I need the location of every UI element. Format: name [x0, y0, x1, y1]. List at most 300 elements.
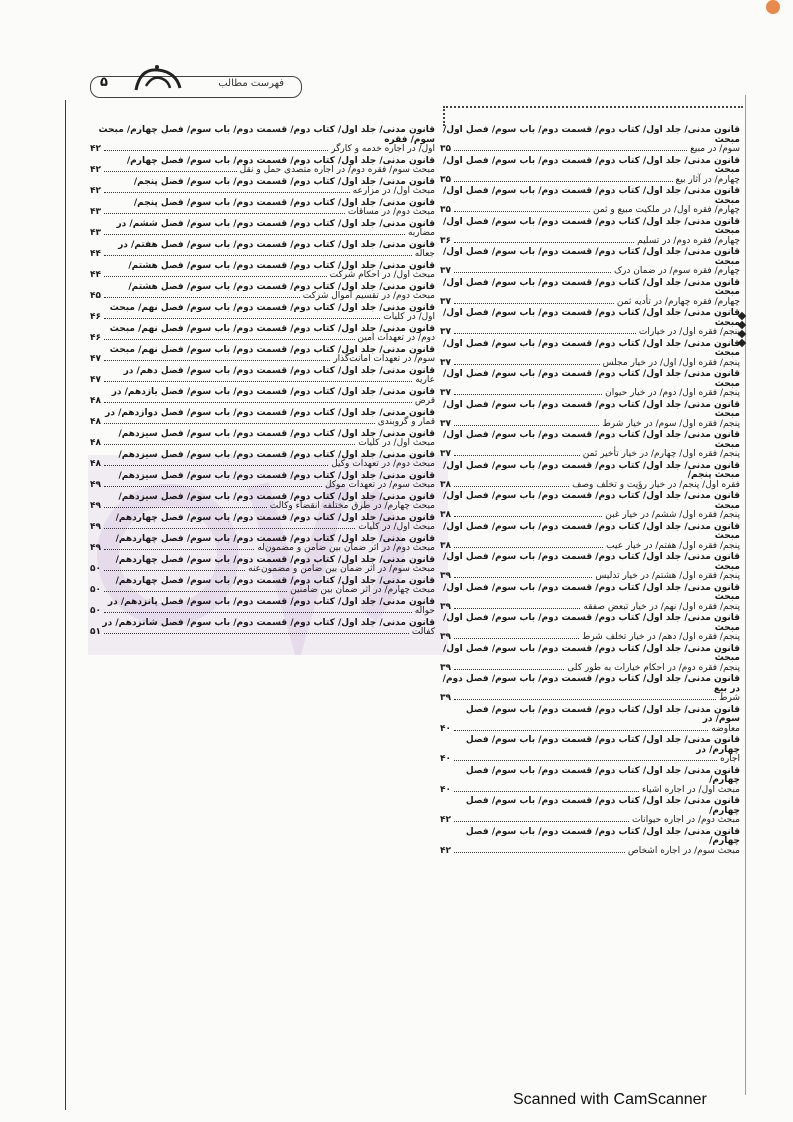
toc-entry-path: قانون مدنی/ جلد اول/ کتاب دوم/ قسمت دوم/ باب سوم/ فصل سیزدهم/ [118, 428, 435, 439]
toc-entry-path: قانون مدنی/ جلد اول/ کتاب دوم/ قسمت دوم/ باب سوم/ فصل اول/ مبحث [442, 491, 740, 511]
toc-entry-path: قانون مدنی/ جلد اول/ کتاب دوم/ قسمت دوم/ باب سوم/ فصل اول/ مبحث [442, 186, 740, 206]
toc-entry-path: قانون مدنی/ جلد اول/ کتاب دوم/ قسمت دوم/ باب سوم/ فصل اول/ مبحث [442, 521, 740, 541]
toc-entry-path: قانون مدنی/ جلد اول/ کتاب دوم/ قسمت دوم/ باب سوم/ فصل اول/ مبحث [442, 369, 740, 389]
toc-entry-path: قانون مدنی/ جلد اول/ کتاب دوم/ قسمت دوم/ باب سوم/ فصل پنجم/ [133, 197, 435, 208]
dot-leader [454, 242, 634, 243]
toc-entry-line [440, 847, 740, 857]
toc-entry-topic: پنجم/ فقره اول/ چهارم/ در خیار تأخیر ثمن [582, 449, 740, 459]
toc-entry-topic: شرط [719, 693, 740, 703]
toc-entry-topic: پنجم/ فقره اول/ در خیارات [638, 327, 740, 337]
toc-entry-path: قانون مدنی/ جلد اول/ کتاب دوم/ قسمت دوم/ باب سوم/ فصل چهاردهم/ [115, 554, 435, 565]
toc-entry [440, 248, 740, 277]
dot-leader [454, 821, 629, 822]
toc-entry-line [90, 565, 435, 575]
toc-entry [90, 126, 435, 155]
toc-entry [90, 388, 435, 407]
toc-entry-path: قانون مدنی/ جلد اول/ کتاب دوم/ قسمت دوم/ باب سوم/ فصل چهارم/ [465, 826, 740, 846]
toc-entry-path: قانون مدنی/ جلد اول/ کتاب دوم/ قسمت دوم/ باب سوم/ فصل اول/ مبحث [442, 308, 740, 328]
toc-entry [440, 767, 740, 796]
toc-entry-path: قانون مدنی/ جلد اول/ کتاب دوم/ قسمت دوم/ باب سوم/ فصل اول/ مبحث [442, 277, 740, 297]
toc-entry [90, 283, 435, 302]
toc-entry [440, 797, 740, 826]
toc-entry [440, 279, 740, 308]
toc-entry-page: ۳۷ [440, 388, 451, 398]
toc-entry-page: ۵۰ [90, 564, 101, 574]
toc-entry-page: ۴۴ [90, 270, 101, 280]
toc-entry [90, 535, 435, 554]
toc-entry-line [440, 420, 740, 430]
toc-entry-page: ۳۷ [440, 327, 451, 337]
toc-entry-path: قانون مدنی/ جلد اول/ کتاب دوم/ قسمت دوم/ باب سوم/ فصل چهاردهم/ [115, 533, 435, 544]
dot-leader [454, 394, 602, 395]
dot-leader [104, 255, 412, 256]
toc-entry-line [90, 313, 435, 323]
toc-entry-page: ۴۳ [90, 228, 101, 238]
toc-entry-path: قانون مدنی/ جلد اول/ کتاب دوم/ قسمت دوم/ باب سوم/ فصل هشتم/ [128, 281, 435, 292]
toc-entry-line [440, 694, 740, 704]
toc-entry-topic: چهارم/ فقره اول/ در ملکیت مبیع و ثمن [592, 205, 740, 215]
toc-entry [90, 304, 435, 323]
toc-entry [440, 828, 740, 857]
toc-entry [440, 126, 740, 155]
toc-entry-line [90, 145, 435, 155]
toc-entry-page: ۵۰ [90, 585, 101, 595]
toc-entry-topic: سوم/ در مبیع [690, 144, 740, 154]
dot-leader [454, 211, 590, 212]
dot-leader [454, 272, 611, 273]
dot-leader [104, 507, 267, 508]
toc-entry [440, 340, 740, 369]
dot-leader [454, 333, 636, 334]
toc-entry-topic: قرض [414, 396, 435, 406]
dot-leader [104, 402, 412, 403]
page-number: ۵ [100, 75, 108, 90]
header-title: فهرست مطالب [218, 78, 284, 89]
dot-leader [104, 423, 375, 424]
toc-entry-topic: چهارم/ فقره چهارم/ در تأدیه ثمن [616, 296, 740, 307]
toc-entry [90, 472, 435, 491]
toc-entry-path: قانون مدنی/ جلد اول/ کتاب دوم/ قسمت دوم/ باب سوم/ فصل چهارم/ در [465, 735, 740, 755]
toc-entry-path: قانون مدنی/ جلد اول/ کتاب دوم/ قسمت دوم/ باب سوم/ فصل چهارم/ [465, 765, 740, 785]
toc-entry-line [440, 328, 740, 338]
dot-leader [104, 339, 355, 340]
toc-entry-line [90, 334, 435, 344]
dot-leader [454, 608, 580, 609]
toc-entry-line [440, 572, 740, 582]
dot-leader [454, 150, 687, 151]
toc-entry-line [440, 481, 740, 491]
dot-leader [104, 444, 355, 445]
toc-entry-line [440, 633, 740, 643]
toc-entry-topic: پنجم/ فقره اول/ اول/ در خیار مجلس [602, 357, 740, 368]
toc-entry-path: قانون مدنی/ جلد اول/ کتاب دوم/ قسمت دوم/ باب سوم/ فصل اول/ مبحث [442, 582, 740, 602]
toc-entry-line [440, 603, 740, 613]
dot-leader [104, 612, 412, 613]
toc-entry-page: ۴۰ [440, 784, 451, 795]
toc-entry-topic: پنجم/ فقره اول/ هشتم/ در خیار تدلیس [595, 571, 740, 581]
toc-entry-topic: پنجم/ فقره دوم/ در احکام خیارات به طور کلی [567, 662, 740, 673]
toc-entry-topic: حواله [414, 606, 435, 616]
toc-entry-path: قانون مدنی/ جلد اول/ کتاب دوم/ قسمت دوم/ باب سوم/ فصل شانزدهم/ در [102, 617, 435, 628]
toc-entry-page: ۳۶ [440, 235, 451, 246]
toc-entry-path: قانون مدنی/ جلد اول/ کتاب دوم/ قسمت دوم/ باب سوم/ فصل نهم/ مبحث [109, 302, 435, 313]
toc-entry [90, 598, 435, 617]
dot-leader [454, 577, 592, 578]
toc-entry-page: ۳۷ [440, 296, 451, 307]
toc-entry-line [440, 786, 740, 796]
toc-entry-line [90, 418, 435, 428]
scanner-watermark-text: Scanned with CamScanner [513, 1091, 707, 1108]
toc-entry [440, 645, 740, 674]
dot-leader [454, 852, 625, 853]
dot-leader [454, 303, 614, 304]
toc-entry [90, 346, 435, 365]
toc-entry-path: قانون مدنی/ جلد اول/ کتاب دوم/ قسمت دوم/ باب سوم/ فصل دوازدهم/ در [105, 407, 435, 418]
toc-entry-path: قانون مدنی/ جلد اول/ کتاب دوم/ قسمت دوم/ باب سوم/ فصل سیزدهم/ [118, 491, 435, 502]
toc-entry-line [440, 145, 740, 155]
publisher-logo-icon [130, 62, 186, 96]
toc-entry-line [90, 250, 435, 260]
toc-entry-page: ۴۰ [440, 754, 451, 764]
dot-leader [454, 516, 602, 517]
toc-entry [90, 451, 435, 470]
toc-entry-page: ۴۲ [90, 186, 101, 196]
toc-entry-page: ۳۵ [440, 144, 451, 154]
top-dotted-border [443, 106, 743, 108]
dot-leader [454, 425, 599, 426]
toc-entry [440, 706, 740, 735]
toc-entry-line [90, 481, 435, 491]
toc-entry [440, 370, 740, 399]
dot-leader [454, 181, 673, 182]
toc-entry-topic: مبحث دوم/ در تعهدات وکیل [331, 459, 435, 469]
toc-entry-page: ۳۸ [440, 540, 451, 551]
toc-entry-topic: اجاره [720, 754, 740, 764]
toc-entry-topic: مبحث چهارم/ در طرق مختلفه انقضاء وکالت [269, 501, 435, 511]
toc-entry-path: قانون مدنی/ جلد اول/ کتاب دوم/ قسمت دوم/ باب سوم/ فصل اول/ مبحث [442, 125, 740, 145]
toc-entry-line [440, 267, 740, 277]
dot-leader [454, 760, 717, 761]
toc-entry-page: ۴۸ [90, 438, 101, 448]
toc-entry-line [90, 292, 435, 302]
toc-entry-topic: چهارم/ فقره سوم/ در ضمان درک [614, 266, 740, 276]
toc-entry-topic: پنجم/ فقره اول/ نهم/ در خیار تبعض صفقه [583, 601, 740, 612]
toc-entry-path: قانون مدنی/ جلد اول/ کتاب دوم/ قسمت دوم/ باب سوم/ فصل اول/ مبحث [442, 643, 740, 663]
toc-entry [440, 492, 740, 521]
toc-entry-page: ۴۴ [90, 249, 101, 259]
dot-leader [104, 465, 328, 466]
toc-entry-path: قانون مدنی/ جلد اول/ کتاب دوم/ قسمت دوم/ باب سوم/ فصل هشتم/ [128, 260, 435, 271]
toc-entry-line [440, 450, 740, 460]
toc-entry-path: قانون مدنی/ جلد اول/ کتاب دوم/ قسمت دوم/ باب سوم/ فصل چهارم/ مبحث سوم/ فقره [98, 125, 435, 145]
toc-entry-line [440, 511, 740, 521]
toc-entry-page: ۴۰ [440, 723, 451, 734]
toc-entry-topic: مضاربه [407, 228, 435, 238]
toc-entry [90, 178, 435, 197]
toc-entry-path: قانون مدنی/ جلد اول/ کتاب دوم/ قسمت دوم/ باب سوم/ فصل دهم/ در [123, 365, 435, 376]
toc-entry [90, 619, 435, 638]
toc-entry-path: قانون مدنی/ جلد اول/ کتاب دوم/ قسمت دوم/ باب سوم/ فصل ششم/ در [116, 218, 435, 229]
toc-entry-path: قانون مدنی/ جلد اول/ کتاب دوم/ قسمت دوم/ باب سوم/ فصل یازدهم/ در [111, 386, 435, 397]
toc-entry-topic: پنجم/ فقره اول/ سوم/ در خیار شرط [602, 418, 740, 429]
dot-leader [454, 486, 569, 487]
dot-leader [104, 213, 345, 214]
toc-entry-topic: مبحث سوم/ در تعهدات موکل [324, 480, 435, 490]
toc-entry [90, 430, 435, 449]
toc-entry-path: قانون مدنی/ جلد اول/ کتاب دوم/ قسمت دوم/ باب سوم/ فصل نهم/ مبحث [109, 323, 435, 334]
toc-entry [90, 493, 435, 512]
toc-entry-page: ۳۷ [440, 357, 451, 368]
toc-entry-path: قانون مدنی/ جلد اول/ کتاب دوم/ قسمت دوم/ باب سوم/ فصل اول/ مبحث پنجم/ [442, 460, 740, 480]
toc-entry-line [90, 166, 435, 176]
toc-entry-page: ۳۹ [440, 632, 451, 642]
toc-entry [90, 325, 435, 344]
toc-entry-path: قانون مدنی/ جلد اول/ کتاب دوم/ قسمت دوم/ باب سوم/ فصل چهارم/ [465, 796, 740, 816]
toc-entry-line [440, 206, 740, 216]
toc-entry-topic: مبحث دوم/ در تقسیم اموال شرکت [302, 291, 435, 301]
toc-entry-path: قانون مدنی/ جلد اول/ کتاب دوم/ قسمت دوم/ باب سوم/ فصل سیزدهم/ [118, 449, 435, 460]
toc-entry-line [90, 397, 435, 407]
toc-entry-path: قانون مدنی/ جلد اول/ کتاب دوم/ قسمت دوم/ باب سوم/ فصل اول/ مبحث [442, 338, 740, 358]
toc-entry-topic: جعاله [414, 249, 435, 259]
toc-entry-path: قانون مدنی/ جلد اول/ کتاب دوم/ قسمت دوم/ باب سوم/ فصل سوم/ در [465, 704, 740, 724]
toc-entry-topic: عاریه [415, 375, 435, 385]
dot-leader [104, 150, 328, 151]
toc-entry-path: قانون مدنی/ جلد اول/ کتاب دوم/ قسمت دوم/ باب سوم/ فصل اول/ مبحث [442, 399, 740, 419]
toc-entry-line [440, 725, 740, 735]
toc-entry-line [90, 523, 435, 533]
toc-entry-line [440, 176, 740, 186]
toc-entry-topic: سوم/ در تعهدات امانت‌گذار [333, 354, 435, 364]
toc-entry-page: ۴۲ [90, 165, 101, 175]
left-page-edge [65, 100, 66, 1110]
toc-entry [440, 401, 740, 430]
toc-entry-topic: پنجم/ فقره اول/ ششم/ در خیار غبن [605, 510, 740, 520]
toc-entry-page: ۴۹ [90, 480, 101, 490]
dot-leader [104, 318, 380, 319]
dot-leader [104, 297, 300, 298]
dot-leader [104, 570, 245, 571]
toc-entry-page: ۳۷ [440, 266, 451, 276]
toc-entry-page: ۴۶ [90, 333, 101, 343]
dot-leader [104, 633, 409, 634]
toc-column-right [440, 126, 740, 858]
toc-entry-page: ۴۹ [90, 522, 101, 532]
toc-entry-topic: پنجم/ فقره اول/ دوم/ در خیار حیوان [605, 388, 740, 398]
toc-entry-page: ۴۷ [90, 375, 101, 385]
toc-entry-topic: چهارم/ فقره دوم/ در تسلیم [637, 235, 740, 246]
toc-entry [440, 553, 740, 582]
toc-entry-line [440, 542, 740, 552]
toc-entry-page: ۴۶ [90, 312, 101, 322]
toc-entry-topic: مبحث اول/ در اجاره اشیاء [642, 784, 740, 795]
toc-entry-path: قانون مدنی/ جلد اول/ کتاب دوم/ قسمت دوم/ باب سوم/ فصل پنجم/ [133, 176, 435, 187]
toc-entry-topic: مبحث اول/ در کلیات [358, 438, 435, 448]
dot-leader [454, 669, 564, 670]
dot-leader [454, 730, 708, 731]
toc-entry-page: ۴۳ [90, 207, 101, 217]
dot-leader [454, 791, 639, 792]
toc-entry [440, 462, 740, 491]
toc-entry-path: قانون مدنی/ جلد اول/ کتاب دوم/ قسمت دوم/ باب سوم/ فصل اول/ مبحث [442, 155, 740, 175]
dot-leader [104, 276, 327, 277]
toc-entry [440, 614, 740, 643]
toc-entry-path: قانون مدنی/ جلد اول/ کتاب دوم/ قسمت دوم/ باب سوم/ فصل اول/ مبحث [442, 613, 740, 633]
toc-column-left [90, 126, 435, 640]
toc-entry-path: قانون مدنی/ جلد اول/ کتاب دوم/ قسمت دوم/ باب سوم/ فصل اول/ مبحث [442, 552, 740, 572]
toc-entry-page: ۳۹ [440, 601, 451, 612]
toc-entry-line [440, 664, 740, 674]
toc-entry [90, 367, 435, 386]
toc-entry-line [440, 816, 740, 826]
toc-entry-topic: پنجم/ فقره اول/ دهم/ در خیار تخلف شرط [582, 632, 740, 642]
toc-entry-topic: دوم/ در تعهدات امین [357, 333, 435, 343]
dot-leader [104, 528, 355, 529]
dot-leader [454, 364, 600, 365]
toc-entry-page: ۳۷ [440, 449, 451, 459]
toc-entry [90, 577, 435, 596]
toc-entry-topic: پنجم/ فقره اول/ هفتم/ در خیار عیب [606, 540, 740, 551]
toc-entry-path: قانون مدنی/ جلد اول/ کتاب دوم/ قسمت دوم/ باب سوم/ فصل هفتم/ در [118, 239, 435, 250]
toc-entry [90, 241, 435, 260]
toc-entry-page: ۳۵ [440, 205, 451, 215]
dot-leader [454, 638, 579, 639]
toc-entry-line [90, 544, 435, 554]
toc-entry-topic: معاوضه [711, 723, 740, 734]
toc-entry-line [90, 355, 435, 365]
toc-entry-path: قانون مدنی/ جلد اول/ کتاب دوم/ قسمت دوم/ باب سوم/ فصل اول/ مبحث [442, 216, 740, 236]
toc-entry-topic: چهارم/ در آثار بیع [675, 174, 740, 185]
toc-entry-topic: مبحث دوم/ در اجاره حیوانات [632, 815, 740, 825]
toc-entry-path: قانون مدنی/ جلد اول/ کتاب دوم/ قسمت دوم/ باب سوم/ فصل اول/ مبحث [442, 247, 740, 267]
toc-entry-path: قانون مدنی/ جلد اول/ کتاب دوم/ قسمت دوم/ باب سوم/ فصل پانزدهم/ در [107, 596, 435, 607]
dot-leader [104, 486, 322, 487]
toc-entry-page: ۴۸ [90, 396, 101, 406]
dot-leader [104, 549, 254, 550]
toc-entry-line [440, 359, 740, 369]
toc-entry [440, 218, 740, 247]
toc-entry-page: ۳۹ [440, 571, 451, 581]
toc-entry-line [90, 208, 435, 218]
toc-entry-topic: مبحث اول/ در کلیات [358, 522, 435, 532]
toc-entry-line [90, 460, 435, 470]
dot-leader [454, 547, 603, 548]
toc-entry [440, 157, 740, 186]
toc-entry-path: قانون مدنی/ جلد اول/ کتاب دوم/ قسمت دوم/ باب سوم/ فصل چهارم/ [126, 155, 435, 166]
toc-entry [440, 431, 740, 460]
toc-entry-topic: مبحث اول/ در مزارعه [352, 186, 435, 196]
toc-entry-line [90, 187, 435, 197]
toc-entry-line [90, 229, 435, 239]
corner-ink-mark [766, 0, 780, 14]
toc-entry-line [90, 439, 435, 449]
toc-entry [90, 409, 435, 428]
toc-entry-page: ۵۰ [90, 606, 101, 616]
toc-entry-topic: اول/ در اجاره خدمه و کارگر [331, 144, 435, 154]
toc-entry-line [440, 237, 740, 247]
toc-entry-page: ۴۸ [90, 417, 101, 427]
toc-entry-line [90, 607, 435, 617]
dot-leader [104, 171, 237, 172]
toc-entry-page: ۴۹ [90, 501, 101, 511]
toc-entry-page: ۳۹ [440, 693, 451, 703]
toc-entry-page: ۴۷ [90, 354, 101, 364]
toc-entry-page: ۴۲ [90, 144, 101, 154]
toc-entry [90, 262, 435, 281]
toc-entry [90, 556, 435, 575]
toc-entry-topic: مبحث اول/ در احکام شرکت [329, 270, 435, 280]
toc-entry-page: ۴۸ [90, 459, 101, 469]
toc-entry-page: ۵۱ [90, 627, 101, 637]
toc-entry-page: ۳۸ [440, 510, 451, 520]
toc-entry [440, 675, 740, 704]
toc-entry [440, 736, 740, 765]
toc-entry-page: ۳۷ [440, 418, 451, 429]
dot-leader [454, 455, 580, 456]
dot-leader [104, 192, 350, 193]
toc-entry-line [90, 628, 435, 638]
dot-leader [104, 234, 405, 235]
side-dotted-border [443, 106, 445, 126]
toc-entry-line [440, 755, 740, 765]
toc-entry-topic: کفالت [411, 627, 435, 637]
dot-leader [454, 699, 716, 700]
dot-leader [104, 360, 330, 361]
toc-entry-topic: اول/ در کلیات [383, 312, 435, 322]
toc-entry [440, 523, 740, 552]
toc-entry-line [90, 586, 435, 596]
toc-entry-line [90, 502, 435, 512]
toc-entry-path: قانون مدنی/ جلد اول/ کتاب دوم/ قسمت دوم/ باب سوم/ فصل اول/ مبحث [442, 430, 740, 450]
toc-entry-topic: مبحث دوم/ در اثر ضمان بین ضامن و مضمون‌له [257, 543, 435, 553]
toc-entry-page: ۴۹ [90, 543, 101, 553]
toc-entry-page: ۳۵ [440, 174, 451, 185]
toc-entry-line [440, 298, 740, 308]
toc-entry-topic: مبحث سوم/ در اجاره اشخاص [627, 845, 740, 856]
toc-entry-path: قانون مدنی/ جلد اول/ کتاب دوم/ قسمت دوم/ باب سوم/ فصل سیزدهم/ [118, 470, 435, 481]
toc-entry-path: قانون مدنی/ جلد اول/ کتاب دوم/ قسمت دوم/ باب سوم/ فصل دوم/ در بیع [442, 674, 740, 694]
toc-entry-topic: فقره اول/ پنجم/ در خیار رؤیت و تخلف وصف [572, 479, 740, 490]
right-page-edge [745, 95, 746, 1095]
toc-entry-topic: مبحث سوم/ در اثر ضمان بین ضامن و مضمون‌عنه [248, 564, 435, 574]
toc-entry [440, 187, 740, 216]
toc-entry-page: ۴۲ [440, 815, 451, 825]
toc-entry-topic: قمار و گروبندی [377, 417, 435, 427]
toc-entry [90, 220, 435, 239]
toc-entry-path: قانون مدنی/ جلد اول/ کتاب دوم/ قسمت دوم/ باب سوم/ فصل چهاردهم/ [115, 512, 435, 523]
toc-entry-page: ۴۲ [440, 845, 451, 856]
toc-entry-path: قانون مدنی/ جلد اول/ کتاب دوم/ قسمت دوم/ باب سوم/ فصل چهاردهم/ [115, 575, 435, 586]
toc-entry-page: ۳۹ [440, 662, 451, 673]
toc-entry-line [440, 389, 740, 399]
toc-entry-line [90, 271, 435, 281]
toc-entry-line [90, 376, 435, 386]
toc-entry [440, 309, 740, 338]
toc-entry-topic: مبحث دوم/ در مساقات [347, 207, 435, 217]
toc-entry-path: قانون مدنی/ جلد اول/ کتاب دوم/ قسمت دوم/ باب سوم/ فصل نهم/ مبحث [109, 344, 435, 355]
toc-entry-page: ۳۸ [440, 479, 451, 490]
toc-entry [90, 157, 435, 176]
dot-leader [104, 591, 287, 592]
toc-entry-page: ۴۵ [90, 291, 101, 301]
toc-entry [90, 199, 435, 218]
page-header [90, 62, 300, 102]
toc-entry [90, 514, 435, 533]
toc-entry [440, 584, 740, 613]
dot-leader [104, 381, 412, 382]
toc-entry-topic: مبحث سوم/ فقره دوم/ در اجاره متصدی حمل و نقل [239, 165, 435, 175]
toc-entry-topic: مبحث چهارم/ در اثر ضمان بین ضامنین [290, 585, 435, 595]
